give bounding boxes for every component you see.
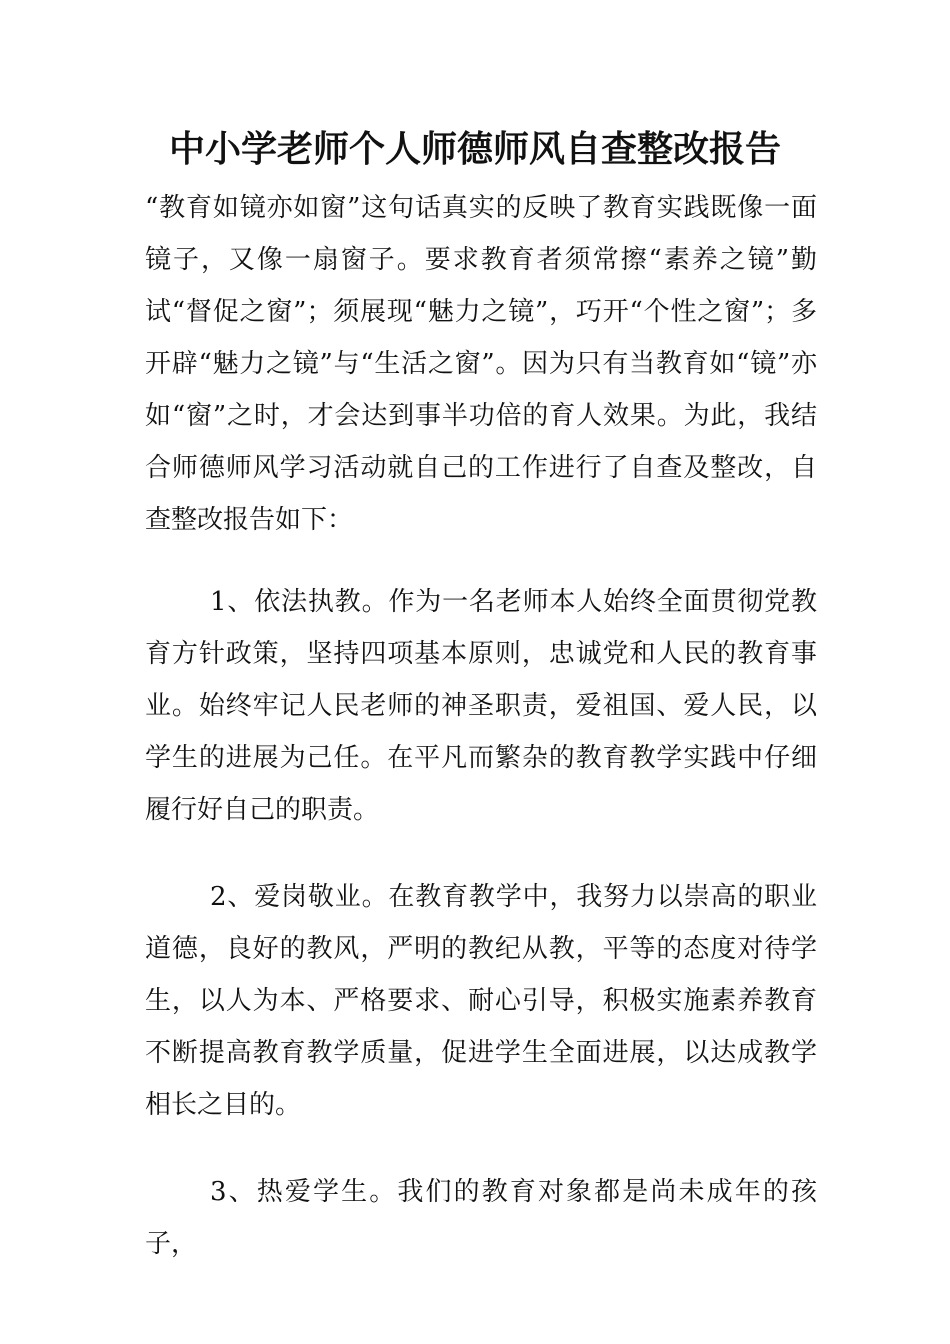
paragraph-3: 3、热爱学生。我们的教育对象都是尚未成年的孩子， — [145, 1177, 817, 1259]
paragraph-2: 2、爱岗敬业。在教育教学中，我努力以崇高的职业道德，良好的教风，严明的教纪从教，平等的态度对待学生，以人为本、严格要求、耐心引导，积极实施素养教育不断提高教育教学质量，促进学生全面进展，以达成教学相长之目的。 — [145, 882, 817, 1120]
paragraph-1: 1、依法执教。作为一名老师本人始终全面贯彻党教育方针政策，坚持四项基本原则，忠诚党和人民的教育事业。始终牢记人民老师的神圣职责，爱祖国、爱人民，以学生的进展为己任。在平凡而繁杂的教育教学实践中仔细履行好自己的职责。 — [145, 587, 817, 825]
document-title: 中小学老师个人师德师风自查整改报告 — [168, 129, 781, 170]
intro-paragraph: “教育如镜亦如窗”这句话真实的反映了教育实践既像一面镜子，又像一扇窗子。要求教育者须常擦“素养之镜”勤试“督促之窗”；须展现“魅力之镜”，巧开“个性之窗”；多开辟“魅力之镜”与“生活之窗”。因为只有当教育如“镜”亦如“窗”之时，才会达到事半功倍的育人效果。为此，我结合师德师风学习活动就自己的工作进行了自查及整改，自查整改报告如下： — [145, 193, 817, 535]
